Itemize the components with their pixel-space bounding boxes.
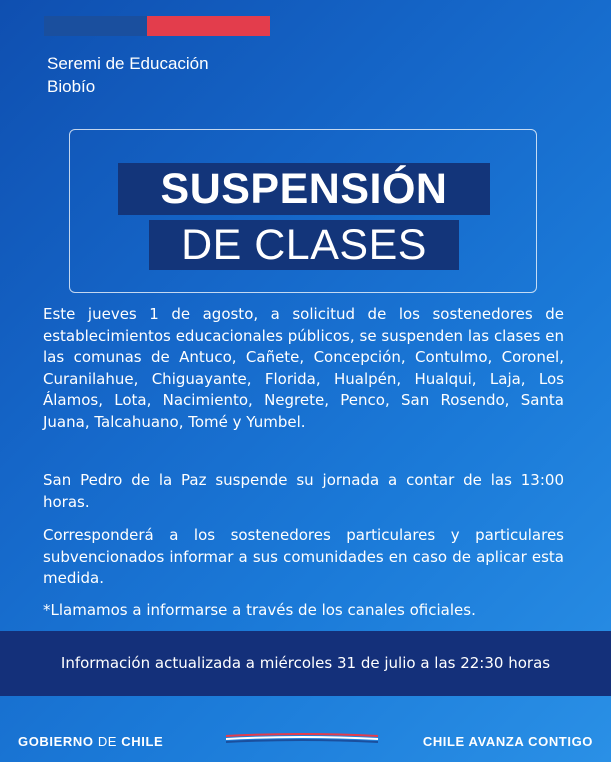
- government-logo-text: [18, 734, 163, 749]
- paragraph-san-pedro: San Pedro de la Paz suspende su jornada a contar de las 13:00 horas.: [43, 471, 564, 511]
- paragraph-private-schools: Corresponderá a los sostenedores particulares y particulares subvencionados informar a sus comunidades en caso de aplicar esta medida.: [43, 526, 564, 587]
- org-line-2: Biobío: [47, 77, 96, 96]
- paragraph-communes: Este jueves 1 de agosto, a solicitud de los sostenedores de establecimientos educacionales públicos, se suspenden las clases en las comunas de Antuco, Cañete, Concepción, Contulmo, Coronel, Curanilahue, Chiguayante, Florida, Hualpén, Hualqui, Laja, Los Álamos, Lota, Nacimiento, Negrete, Penco, San Rosendo, Santa Juana, Talcahuano, Tomé y Yumbel.: [43, 305, 564, 431]
- flag-stripe: [44, 16, 270, 36]
- update-notice: Información actualizada a miércoles 31 de julio a las 22:30 horas: [60, 654, 551, 672]
- slogan: CHILE AVANZA CONTIGO: [422, 734, 593, 749]
- flag-red-segment: [147, 16, 270, 36]
- footer-word-gobierno: GOBIERNO: [18, 734, 94, 749]
- footer-word-chile: CHILE: [121, 734, 164, 749]
- footer-stripes-icon: [226, 732, 378, 744]
- paragraph-official-channels: *Llamamos a informarse a través de los canales oficiales.: [43, 601, 476, 619]
- org-line-1: Seremi de Educación: [47, 54, 209, 73]
- footer-word-de: DE: [97, 734, 118, 749]
- organization-name: [47, 52, 209, 98]
- title-line-2: DE CLASES: [149, 220, 459, 270]
- flag-blue-segment: [44, 16, 147, 36]
- title-line-1: SUSPENSIÓN: [118, 163, 490, 215]
